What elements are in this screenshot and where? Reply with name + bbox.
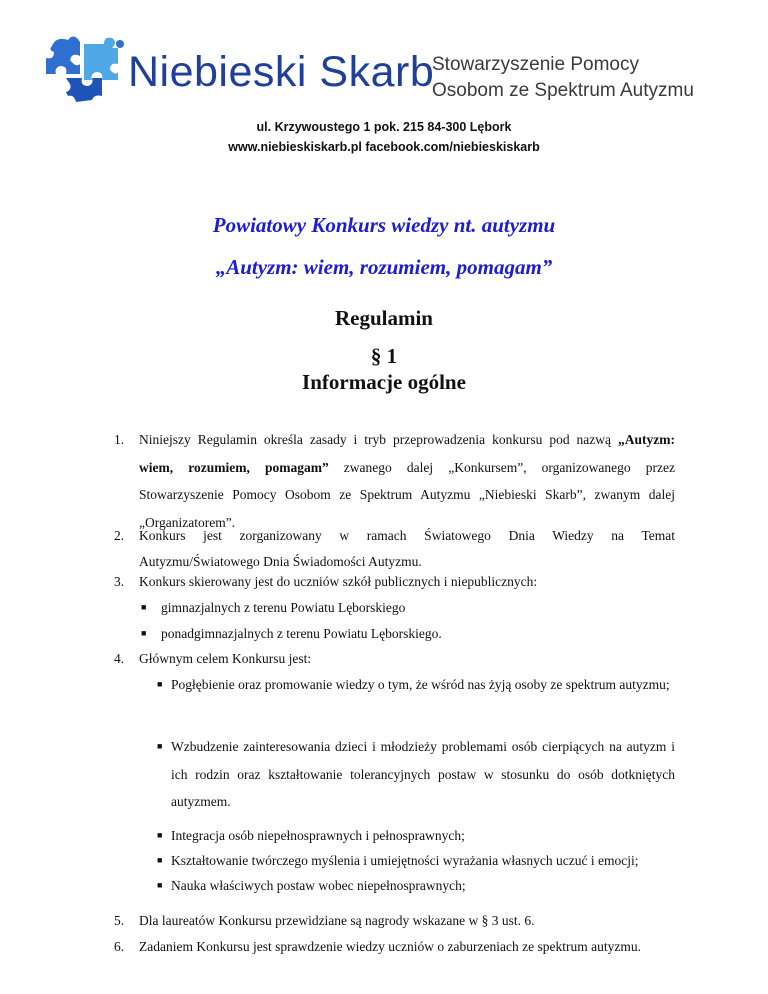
list-item-text: Niniejszy Regulamin określa zasady i tryb przeprowadzenia konkursu pod nazwą „Autyzm: wiem, rozumiem, pomagam” zwanego dalej „Konkursem”, organizowanego przez Stowarzyszenie Pomocy Osobom ze Spektrum Autyzmu „Niebieski Skarb”, zwanym dalej „Organizatorem”. (139, 432, 675, 530)
contest-motto: „Autyzm: wiem, rozumiem, pomagam” (215, 255, 553, 279)
section-number: § 1 (370, 344, 398, 368)
bullet-icon: ■ (157, 830, 163, 840)
bullet-icon: ■ (157, 679, 163, 689)
bullet-icon: ■ (157, 880, 163, 890)
address: ul. Krzywoustego 1 pok. 215 84-300 Lębork (256, 120, 512, 134)
organization-name (432, 52, 694, 104)
web-links: www.niebieskiskarb.pl facebook.com/niebieskiskarb (228, 140, 540, 154)
list-item-number: 3. (114, 574, 125, 589)
organization-name-line1: Stowarzyszenie Pomocy (432, 54, 639, 75)
list-item-number: 5. (114, 913, 125, 928)
bullet-item: Integracja osób niepełnosprawnych i pełnosprawnych; (171, 828, 465, 843)
bullet-icon: ■ (141, 628, 147, 638)
organization-name-line2: Osobom ze Spektrum Autyzmu (432, 80, 694, 101)
list-item-text: Konkurs skierowany jest do uczniów szkół publicznych i niepublicznych: (139, 574, 538, 589)
bullet-item: Kształtowanie twórczego myślenia i umiejętności wyrażania własnych uczuć i emocji; (171, 853, 639, 868)
document-heading: Regulamin (334, 306, 433, 330)
list-item-text: Dla laureatów Konkursu przewidziane są nagrody wskazane w § 3 ust. 6. (139, 913, 535, 928)
list-item-text-continued: Autyzmu/Światowego Dnia Świadomości Autyzmu. (139, 554, 422, 569)
bullet-item: Wzbudzenie zainteresowania dzieci i młodzieży problemami osób cierpiących na autyzm i ich rodzin oraz kształtowanie tolerancyjnych postaw w stosunku do osób dotkniętych autyzmem. (171, 739, 675, 809)
bullet-icon: ■ (157, 741, 163, 751)
list-item-number: 6. (114, 939, 125, 954)
list-item-number: 2. (114, 528, 125, 543)
section-title: Informacje ogólne (302, 370, 466, 394)
brand-name: Niebieski Skarb (128, 48, 435, 96)
list-item-text: Głównym celem Konkursu jest: (139, 651, 312, 666)
puzzle-logo-icon (46, 34, 126, 104)
bullet-item: Nauka właściwych postaw wobec niepełnosprawnych; (171, 878, 466, 893)
list-item-text: Zadaniem Konkursu jest sprawdzenie wiedzy uczniów o zaburzeniach ze spektrum autyzmu. (139, 939, 641, 954)
list-item-number: 1. (114, 432, 125, 447)
bullet-item: gimnazjalnych z terenu Powiatu Lęborskiego (161, 600, 406, 615)
list-item-number: 4. (114, 651, 125, 666)
bullet-item: Pogłębienie oraz promowanie wiedzy o tym, że wśród nas żyją osoby ze spektrum autyzmu; (171, 677, 670, 692)
bullet-item: ponadgimnazjalnych z terenu Powiatu Lęborskiego. (161, 626, 442, 641)
list-item-text: Konkurs jest zorganizowany w ramach Światowego Dnia Wiedzy na Temat (139, 528, 675, 543)
contest-title: Powiatowy Konkurs wiedzy nt. autyzmu (212, 213, 556, 237)
contact-block (0, 117, 768, 157)
bullet-icon: ■ (157, 855, 163, 865)
bullet-icon: ■ (141, 602, 147, 612)
